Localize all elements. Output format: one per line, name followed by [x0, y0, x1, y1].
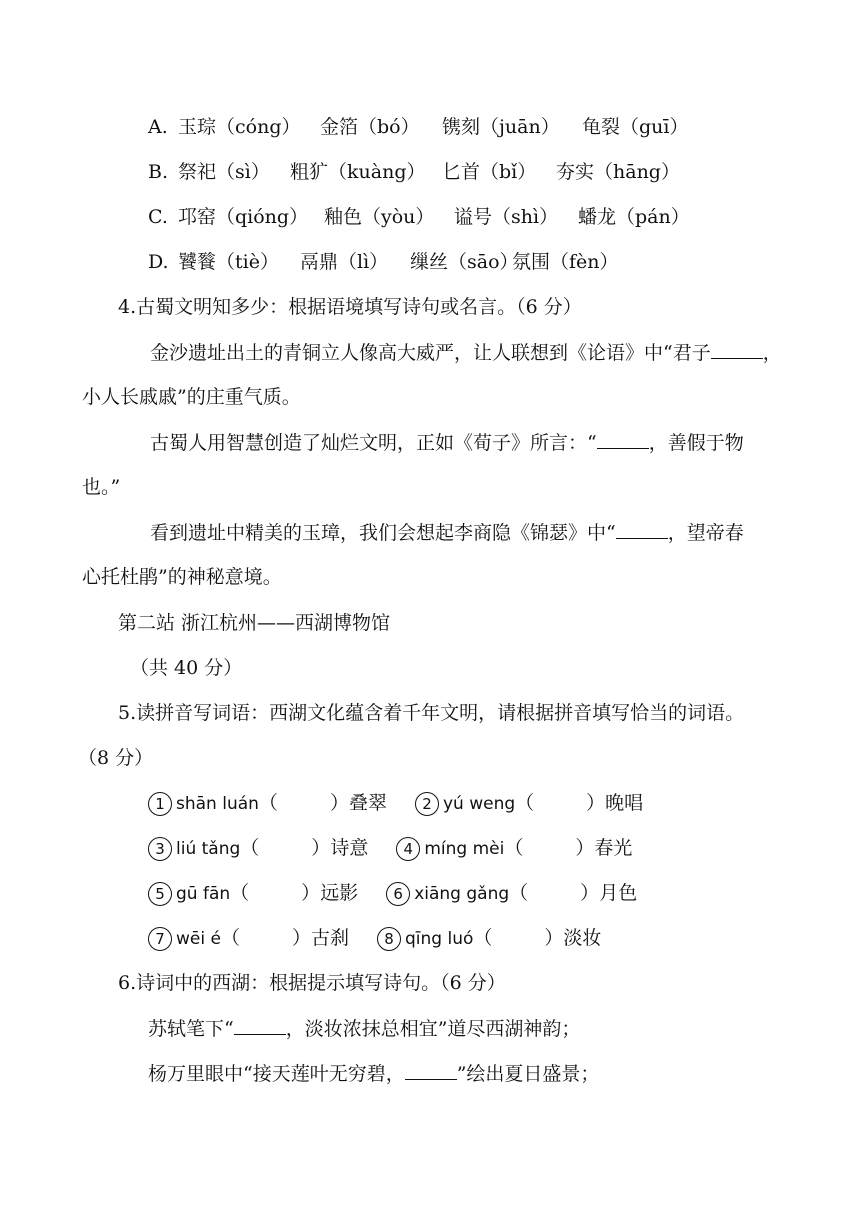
option-item: 蟠龙（pán） — [578, 206, 690, 228]
fill-blank[interactable] — [711, 340, 763, 359]
option-item: 金箔（bó） — [320, 116, 420, 138]
option-b — [148, 160, 680, 184]
word-text: 淡妆 — [563, 927, 602, 949]
number-circle: 4 — [396, 837, 420, 861]
fill-blank[interactable] — [405, 1061, 457, 1080]
number-circle: 5 — [148, 882, 172, 906]
q4-paragraph-3-cont: 心托杜鹃”的神秘意境。 — [82, 566, 282, 588]
option-item: 镌刻（juān） — [442, 116, 560, 138]
option-item: 鬲鼎（lì） — [300, 251, 389, 273]
option-letter: D. — [148, 251, 169, 273]
number-circle: 3 — [148, 837, 172, 861]
word-text: 月色 — [599, 882, 638, 904]
pinyin-text: yú weng — [442, 794, 516, 814]
pinyin-text: xiāng gǎng — [414, 884, 510, 904]
fill-blank[interactable] — [616, 520, 668, 539]
option-item: 龟裂（guī） — [582, 116, 689, 138]
option-item: 邛窑（qióng） — [178, 206, 309, 228]
q4-paragraph-2: 古蜀人用智慧创造了灿烂文明，正如《荀子》所言：“ ，善假于物 — [150, 432, 744, 454]
word-text: 远影 — [320, 882, 359, 904]
option-item: 缫丝（sāo） — [410, 251, 519, 273]
station-title: 第二站 浙江杭州——西湖博物馆 — [118, 612, 391, 634]
option-item: 饕餮（tiè） — [178, 251, 279, 273]
option-item: 匕首（bǐ） — [442, 161, 537, 183]
fill-blank[interactable] — [597, 430, 649, 449]
number-circle: 1 — [148, 792, 172, 816]
pinyin-row-3: 5 gū fān（ ）远影 6 xiāng gǎng（ ）月色 — [148, 881, 637, 906]
pinyin-text: qīng luó — [405, 929, 474, 949]
q4-paragraph-1-cont: 小人长戚戚”的庄重气质。 — [82, 386, 301, 408]
pinyin-row-1: 1 shān luán（ ）叠翠 2 yú weng（ ）晚唱 — [148, 791, 643, 816]
q4-paragraph-2-cont: 也。” — [82, 476, 121, 498]
option-item: 玉琮（cóng） — [178, 116, 301, 138]
word-text: 叠翠 — [348, 792, 387, 814]
question-5-title: 5.读拼音写词语：西湖文化蕴含着千年文明，请根据拼音填写恰当的词语。 — [118, 702, 745, 724]
q4-paragraph-1: 金沙遗址出土的青铜立人像高大威严，让人联想到《论语》中“君子 ， — [150, 342, 782, 364]
word-text: 古刹 — [310, 927, 349, 949]
word-text: 诗意 — [330, 837, 369, 859]
option-letter: C. — [148, 206, 168, 228]
word-text: 春光 — [594, 837, 633, 859]
pinyin-row-4: 7 wēi é（ ）古刹 8 qīng luó（ ）淡妆 — [148, 926, 601, 951]
option-c — [148, 205, 690, 229]
word-text: 晚唱 — [605, 792, 644, 814]
pinyin-row-2: 3 liú tǎng（ ）诗意 4 míng mèi（ ）春光 — [148, 836, 632, 861]
option-a — [148, 115, 688, 139]
number-circle: 2 — [415, 792, 439, 816]
fill-blank[interactable] — [234, 1016, 286, 1035]
question-4-title: 4.古蜀文明知多少：根据语境填写诗句或名言。（6 分） — [118, 296, 582, 318]
q6-line-1: 苏轼笔下“ ，淡妆浓抹总相宜”道尽西湖神韵； — [148, 1018, 581, 1040]
pinyin-text: gū fān — [176, 884, 231, 904]
number-circle: 7 — [148, 927, 172, 951]
pinyin-text: shān luán — [176, 794, 259, 814]
question-6-title: 6.诗词中的西湖：根据提示填写诗句。（6 分） — [118, 972, 506, 994]
option-d — [148, 250, 619, 274]
option-letter: A. — [148, 116, 168, 138]
question-5-score: （8 分） — [78, 747, 154, 769]
option-item: 釉色（yòu） — [324, 206, 435, 228]
option-item: 粗犷（kuàng） — [290, 161, 426, 183]
pinyin-text: wēi é — [176, 929, 221, 949]
option-item: 谥号（shì） — [454, 206, 559, 228]
station-score: （共 40 分） — [130, 657, 243, 679]
number-circle: 6 — [386, 882, 410, 906]
q4-paragraph-3: 看到遗址中精美的玉璋，我们会想起李商隐《锦瑟》中“ ，望帝春 — [150, 522, 744, 544]
number-circle: 8 — [377, 927, 401, 951]
pinyin-text: liú tǎng — [176, 839, 241, 859]
option-item: 祭祀（sì） — [178, 161, 270, 183]
option-item: 氛围（fèn） — [512, 251, 619, 273]
q6-line-2: 杨万里眼中“接天莲叶无穷碧， ”绘出夏日盛景； — [148, 1063, 600, 1085]
option-letter: B. — [148, 161, 169, 183]
pinyin-text: míng mèi — [424, 839, 505, 859]
option-item: 夯实（hāng） — [556, 161, 680, 183]
